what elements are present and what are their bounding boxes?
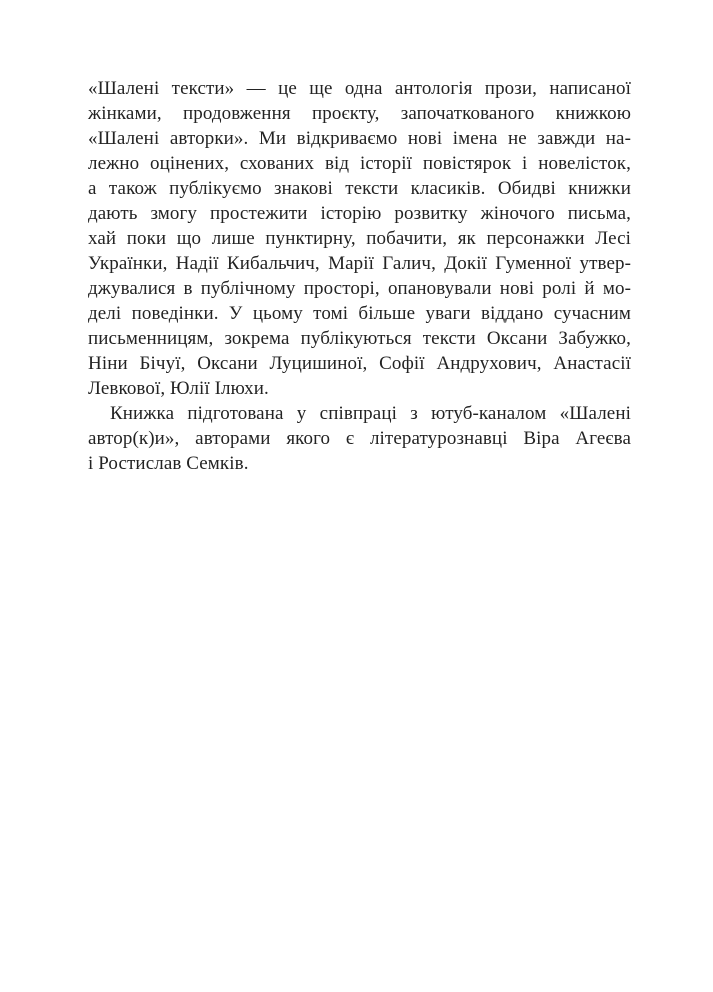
text-line: письменницям, зокрема публікуються тексти Оксани Забужко, [88, 328, 631, 349]
annotation-text-block [88, 76, 631, 476]
text-line: Українки, Надії Кибальчич, Марії Галич, Докії Гуменної утвер- [88, 253, 631, 274]
text-line: і Ростислав Семків. [88, 453, 249, 474]
text-line: Ніни Бічуї, Оксани Луцишиної, Софії Андрухович, Анастасії [88, 353, 631, 374]
paragraph-2 [88, 401, 631, 476]
text-line: дають змогу простежити історію розвитку жіночого письма, [88, 203, 631, 224]
text-line: жінками, продовження проєкту, започаткованого книжкою [88, 103, 631, 124]
text-line: джувалися в публічному просторі, опановували нові ролі й мо- [88, 278, 631, 299]
text-line: Книжка підготована у співпраці з ютуб-каналом «Шалені [110, 403, 631, 424]
text-line: хай поки що лише пунктирну, побачити, як персонажки Лесі [88, 228, 631, 249]
text-line: «Шалені авторки». Ми відкриваємо нові імена не завжди на- [88, 128, 631, 149]
text-line: лежно оцінених, схованих від історії повістярок і новелісток, [88, 153, 631, 174]
text-line: Левкової, Юлії Ілюхи. [88, 378, 269, 399]
text-line: а також публікуємо знакові тексти класиків. Обидві книжки [88, 178, 631, 199]
paragraph-1 [88, 76, 631, 401]
text-line: автор(к)и», авторами якого є літературознавці Віра Агеєва [88, 428, 631, 449]
text-line: «Шалені тексти» — це ще одна антологія прози, написаної [88, 78, 631, 99]
text-line: делі поведінки. У цьому томі більше уваги віддано сучасним [88, 303, 631, 324]
